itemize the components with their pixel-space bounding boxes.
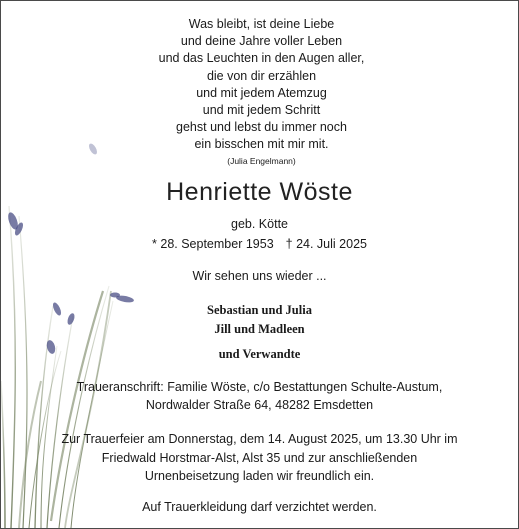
dress-code-note: Auf Trauerkleidung darf verzichtet werden. xyxy=(142,500,377,514)
mourner-line: Jill und Madleen xyxy=(214,322,305,336)
poem-line: und mit jedem Atemzug xyxy=(196,85,327,100)
address-line: Nordwalder Straße 64, 48282 Emsdetten xyxy=(145,397,374,412)
poem-line: gehst und lebst du immer noch xyxy=(176,120,347,135)
poem-line: die von dir erzählen xyxy=(206,68,317,83)
ceremony-line: Zur Trauerfeier am Donnerstag, dem 14. August 2025, um 13.30 Uhr im xyxy=(61,432,458,446)
obituary-text xyxy=(1,1,518,528)
life-dates xyxy=(1,237,518,251)
ceremony-info xyxy=(1,430,518,486)
poem-line: und das Leuchten in den Augen aller, xyxy=(158,51,365,66)
poem-line: und mit jedem Schritt xyxy=(202,103,321,118)
mourning-address xyxy=(1,379,518,414)
poem-line: ein bisschen mit mir mit. xyxy=(194,137,329,152)
poem-line: Was bleibt, ist deine Liebe xyxy=(188,17,335,31)
mourner-line: und Verwandte xyxy=(218,347,301,361)
ceremony-line: Urnenbeisetzung laden wir freundlich ein. xyxy=(144,469,375,483)
address-line: Traueranschrift: Familie Wöste, c/o Bestattungen Schulte-Austum, xyxy=(76,380,443,394)
poem-author: (Julia Engelmann) xyxy=(227,155,296,166)
death-date: † 24. Juli 2025 xyxy=(285,237,367,251)
poem xyxy=(5,16,518,168)
birth-date: * 28. September 1953 xyxy=(152,237,274,251)
mourner-line: Sebastian und Julia xyxy=(207,303,312,317)
ceremony-line: Friedwald Horstmar-Alst, Alst 35 und zur anschließenden xyxy=(101,450,418,465)
maiden-name: geb. Kötte xyxy=(231,217,288,231)
deceased-name: Henriette Wöste xyxy=(166,178,353,206)
poem-line: und deine Jahre voller Leben xyxy=(180,34,343,49)
farewell-phrase: Wir sehen uns wieder ... xyxy=(192,269,327,283)
mourners xyxy=(1,301,518,364)
